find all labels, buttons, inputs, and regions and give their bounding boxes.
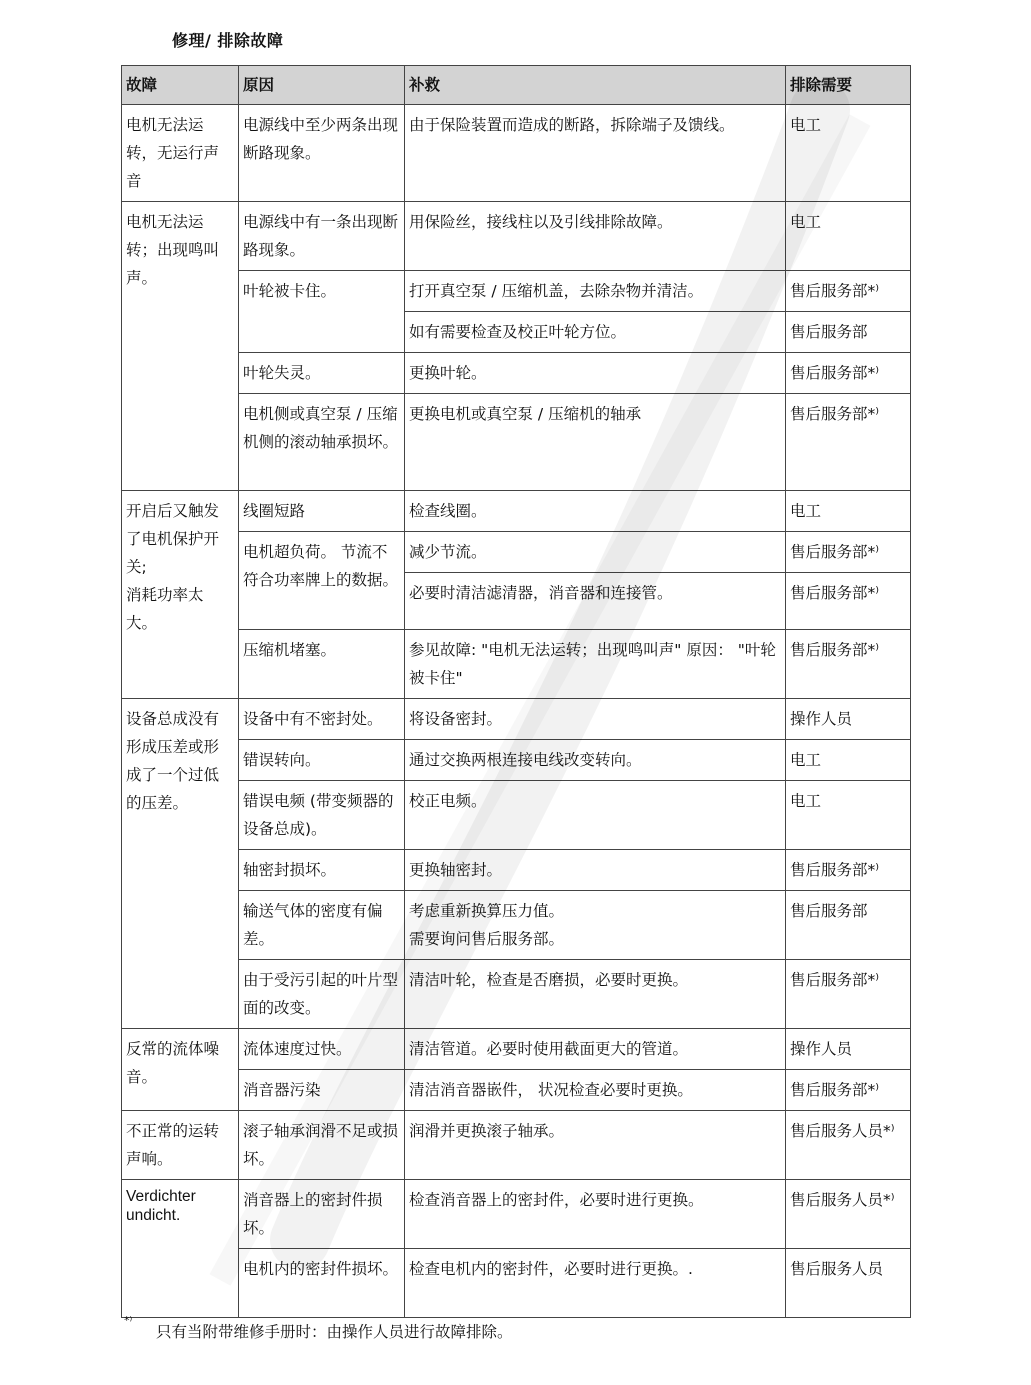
table-header-row bbox=[122, 66, 911, 105]
required-cell: 售后服务部*⁾ bbox=[786, 1070, 911, 1111]
remedy-cell: 更换叶轮。 bbox=[405, 353, 786, 394]
remedy-cell: 减少节流。 bbox=[405, 532, 786, 573]
table-row bbox=[122, 850, 911, 891]
remedy-cell: 通过交换两根连接电线改变转向。 bbox=[405, 740, 786, 781]
fault-cell: Verdichter undicht. bbox=[122, 1180, 239, 1318]
remedy-cell: 将设备密封。 bbox=[405, 699, 786, 740]
fault-cell: 电机无法运转；出现鸣叫声。 bbox=[122, 202, 239, 491]
cause-cell: 消音器上的密封件损坏。 bbox=[239, 1180, 405, 1249]
required-cell: 售后服务部*⁾ bbox=[786, 394, 911, 491]
table-row bbox=[122, 1249, 911, 1318]
required-cell: 售后服务部 bbox=[786, 891, 911, 960]
remedy-cell: 校正电频。 bbox=[405, 781, 786, 850]
fault-cell: 设备总成没有形成压差或形成了一个过低的压差。 bbox=[122, 699, 239, 1029]
cause-cell: 错误转向。 bbox=[239, 740, 405, 781]
required-cell: 售后服务人员 bbox=[786, 1249, 911, 1318]
table-row bbox=[122, 1070, 911, 1111]
header-cause: 原因 bbox=[239, 66, 405, 105]
fault-cell: 不正常的运转声响。 bbox=[122, 1111, 239, 1180]
remedy-cell: 参见故障: "电机无法运转；出现鸣叫声" 原因： "叶轮被卡住" bbox=[405, 630, 786, 699]
cause-cell: 线圈短路 bbox=[239, 491, 405, 532]
troubleshooting-table bbox=[121, 65, 911, 1318]
remedy-cell: 打开真空泵 / 压缩机盖，去除杂物并清洁。 bbox=[405, 271, 786, 312]
required-cell: 售后服务部*⁾ bbox=[786, 960, 911, 1029]
table-row bbox=[122, 960, 911, 1029]
table-row bbox=[122, 532, 911, 573]
cause-cell: 消音器污染 bbox=[239, 1070, 405, 1111]
cause-cell: 输送气体的密度有偏差。 bbox=[239, 891, 405, 960]
fault-cell: 开启后又触发了电机保护开关; 消耗功率太大。 bbox=[122, 491, 239, 699]
table-row bbox=[122, 1029, 911, 1070]
required-cell: 售后服务部*⁾ bbox=[786, 850, 911, 891]
required-cell: 售后服务人员*⁾ bbox=[786, 1111, 911, 1180]
cause-cell: 电源线中至少两条出现断路现象。 bbox=[239, 105, 405, 202]
required-cell: 电工 bbox=[786, 491, 911, 532]
cause-cell: 压缩机堵塞。 bbox=[239, 630, 405, 699]
table-row bbox=[122, 491, 911, 532]
required-cell: 售后服务部*⁾ bbox=[786, 271, 911, 312]
fault-cell: 反常的流体噪音。 bbox=[122, 1029, 239, 1111]
remedy-cell: 必要时清洁滤清器，消音器和连接管。 bbox=[405, 573, 786, 630]
cause-cell: 叶轮失灵。 bbox=[239, 353, 405, 394]
remedy-cell: 考虑重新换算压力值。 需要询问售后服务部。 bbox=[405, 891, 786, 960]
cause-cell: 电机侧或真空泵 / 压缩机侧的滚动轴承损坏。 bbox=[239, 394, 405, 491]
required-cell: 售后服务部*⁾ bbox=[786, 532, 911, 573]
cause-cell: 电机超负荷。 节流不符合功率牌上的数据。 bbox=[239, 532, 405, 630]
page-title: 修理/ 排除故障 bbox=[172, 31, 284, 50]
required-cell: 电工 bbox=[786, 105, 911, 202]
header-remedy: 补救 bbox=[405, 66, 786, 105]
remedy-cell: 由于保险装置而造成的断路，拆除端子及馈线。 bbox=[405, 105, 786, 202]
cause-cell: 设备中有不密封处。 bbox=[239, 699, 405, 740]
remedy-cell: 检查线圈。 bbox=[405, 491, 786, 532]
cause-cell: 电机内的密封件损坏。 bbox=[239, 1249, 405, 1318]
fault-cell: 电机无法运转，无运行声音 bbox=[122, 105, 239, 202]
cause-cell: 由于受污引起的叶片型面的改变。 bbox=[239, 960, 405, 1029]
required-cell: 电工 bbox=[786, 740, 911, 781]
required-cell: 售后服务部*⁾ bbox=[786, 353, 911, 394]
table-row bbox=[122, 699, 911, 740]
cause-cell: 错误电频 (带变频器的设备总成)。 bbox=[239, 781, 405, 850]
required-cell: 操作人员 bbox=[786, 699, 911, 740]
table-row bbox=[122, 1180, 911, 1249]
table-row bbox=[122, 202, 911, 271]
required-cell: 售后服务部*⁾ bbox=[786, 630, 911, 699]
remedy-cell: 检查电机内的密封件，必要时进行更换。. bbox=[405, 1249, 786, 1318]
remedy-cell: 如有需要检查及校正叶轮方位。 bbox=[405, 312, 786, 353]
remedy-cell: 清洁消音器嵌件， 状况检查必要时更换。 bbox=[405, 1070, 786, 1111]
cause-cell: 叶轮被卡住。 bbox=[239, 271, 405, 353]
cause-cell: 滚子轴承润滑不足或损坏。 bbox=[239, 1111, 405, 1180]
table-row bbox=[122, 630, 911, 699]
remedy-cell: 更换电机或真空泵 / 压缩机的轴承 bbox=[405, 394, 786, 491]
remedy-cell: 清洁管道。必要时使用截面更大的管道。 bbox=[405, 1029, 786, 1070]
remedy-cell: 清洁叶轮，检查是否磨损，必要时更换。 bbox=[405, 960, 786, 1029]
required-cell: 售后服务部 bbox=[786, 312, 911, 353]
required-cell: 电工 bbox=[786, 202, 911, 271]
table-row bbox=[122, 891, 911, 960]
table-row bbox=[122, 1111, 911, 1180]
required-cell: 售后服务人员*⁾ bbox=[786, 1180, 911, 1249]
cause-cell: 流体速度过快。 bbox=[239, 1029, 405, 1070]
footnote-mark: *⁾ bbox=[124, 1314, 133, 1327]
table-row bbox=[122, 353, 911, 394]
required-cell: 电工 bbox=[786, 781, 911, 850]
remedy-cell: 润滑并更换滚子轴承。 bbox=[405, 1111, 786, 1180]
header-fault: 故障 bbox=[122, 66, 239, 105]
remedy-cell: 检查消音器上的密封件，必要时进行更换。 bbox=[405, 1180, 786, 1249]
remedy-cell: 更换轴密封。 bbox=[405, 850, 786, 891]
header-required: 排除需要 bbox=[786, 66, 911, 105]
table-row bbox=[122, 740, 911, 781]
required-cell: 售后服务部*⁾ bbox=[786, 573, 911, 630]
cause-cell: 轴密封损坏。 bbox=[239, 850, 405, 891]
table-row bbox=[122, 105, 911, 202]
cause-cell: 电源线中有一条出现断路现象。 bbox=[239, 202, 405, 271]
required-cell: 操作人员 bbox=[786, 1029, 911, 1070]
table-row bbox=[122, 271, 911, 312]
remedy-cell: 用保险丝，接线柱以及引线排除故障。 bbox=[405, 202, 786, 271]
table-row bbox=[122, 394, 911, 491]
footnote-text: 只有当附带维修手册时：由操作人员进行故障排除。 bbox=[156, 1323, 513, 1341]
table-row bbox=[122, 781, 911, 850]
